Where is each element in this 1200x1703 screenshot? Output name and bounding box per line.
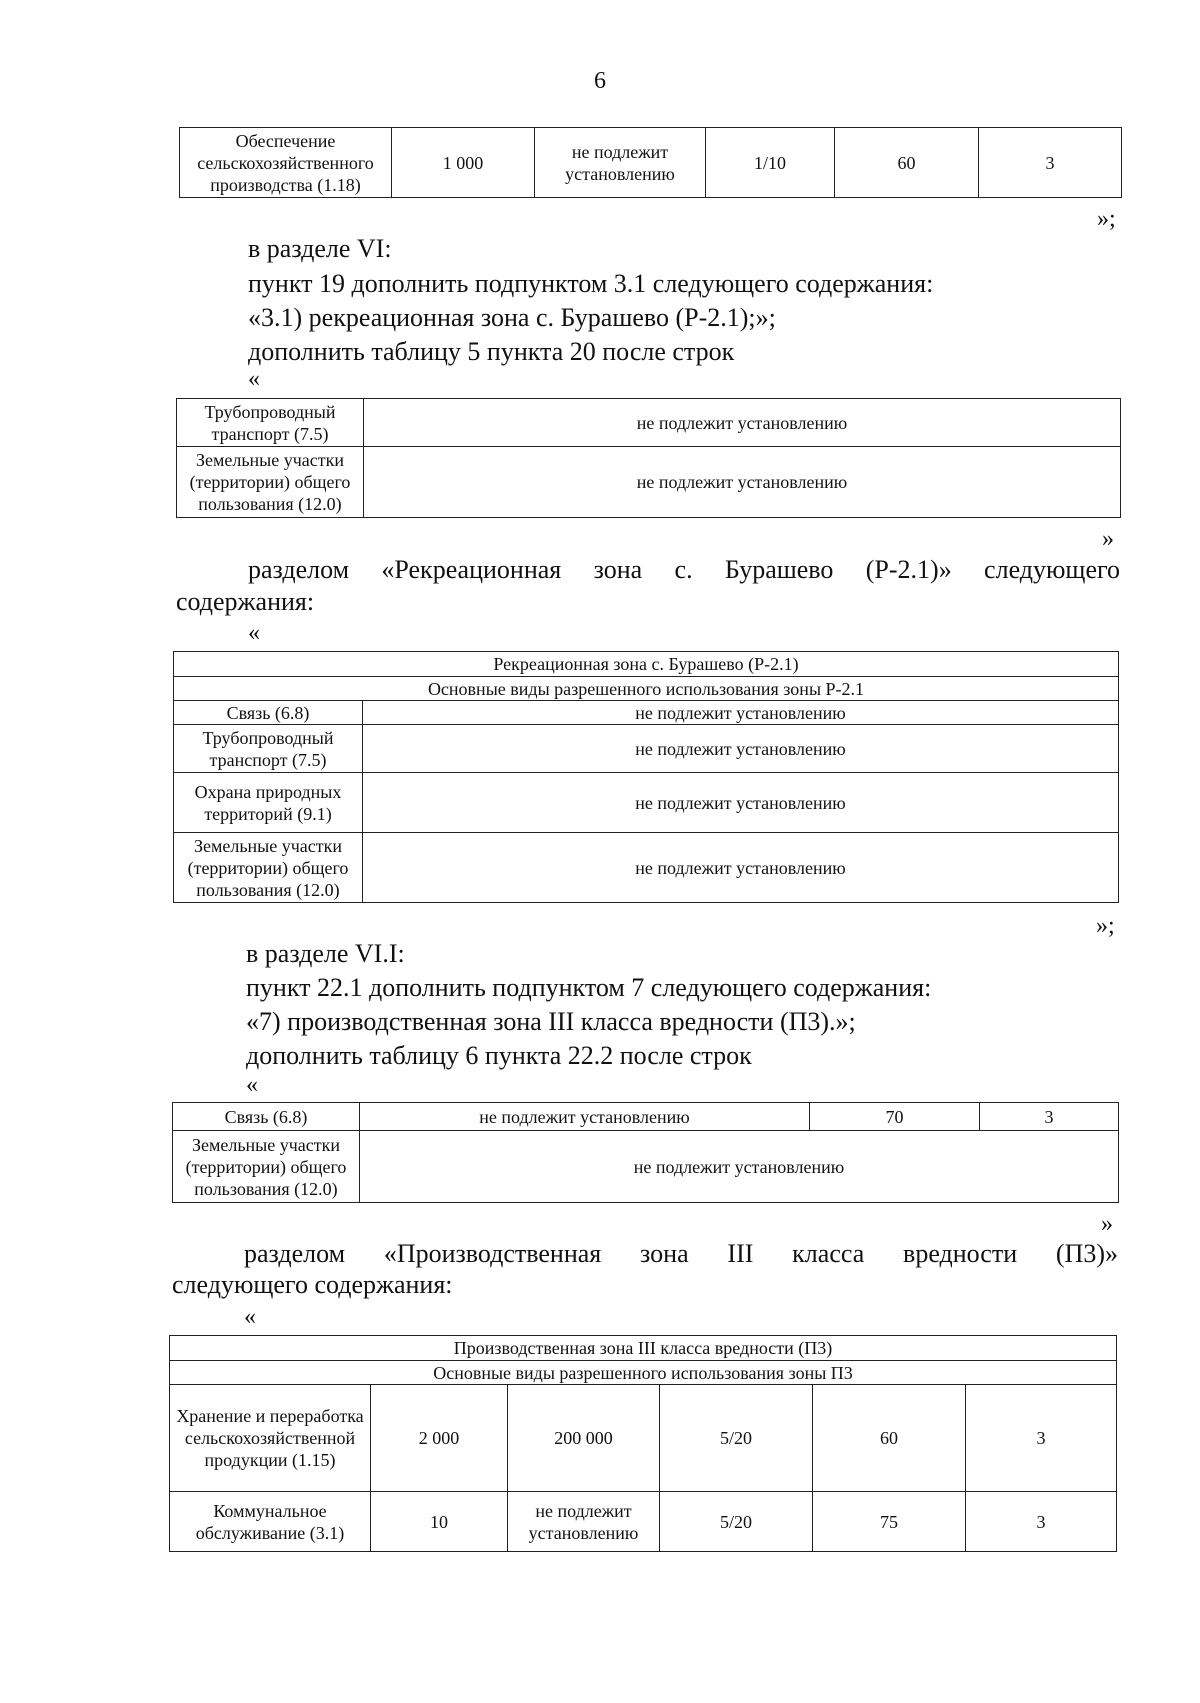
paragraph-line: разделом «Рекреационная зона с. Бурашево (Р-2.1)» следующего (248, 555, 1120, 584)
table-industrial-zone (169, 1335, 1117, 1552)
table-cell: не подлежит установлению (508, 1492, 660, 1552)
table-cell: 3 (980, 1103, 1119, 1131)
table-cell: 60 (835, 128, 979, 198)
table-row (173, 1103, 1119, 1131)
closing-quote: »; (1097, 206, 1116, 232)
closing-quote: » (1102, 526, 1114, 552)
opening-quote: « (244, 1304, 256, 1330)
table-recreation-zone (173, 651, 1119, 903)
table-cell: Трубопроводный транспорт (7.5) (177, 399, 364, 447)
table-row (174, 677, 1119, 701)
paragraph-line: дополнить таблицу 6 пункта 22.2 после строк (246, 1041, 752, 1070)
table-cell: не подлежит установлению (364, 447, 1121, 518)
table-cell: не подлежит установлению (360, 1103, 810, 1131)
table-cell: Земельные участки (территории) общего пользования (12.0) (173, 1131, 360, 1203)
table-row (170, 1385, 1117, 1492)
table-row (174, 701, 1119, 725)
paragraph-line: пункт 19 дополнить подпунктом 3.1 следующего содержания: (248, 269, 934, 298)
paragraph-line: дополнить таблицу 5 пункта 20 после строк (248, 337, 735, 366)
table-cell: Хранение и переработка сельскохозяйственной продукции (1.15) (170, 1385, 371, 1492)
paragraph-line: «3.1) рекреационная зона с. Бурашево (Р-2.1);»; (248, 303, 776, 332)
table-row (174, 833, 1119, 903)
table-subtitle-cell: Основные виды разрешенного использования зоны Р-2.1 (174, 677, 1119, 701)
table-cell: 70 (810, 1103, 980, 1131)
table-cell: Трубопроводный транспорт (7.5) (174, 725, 363, 773)
table-row (174, 773, 1119, 833)
table-cell: Связь (6.8) (174, 701, 363, 725)
table-cell: Коммунальное обслуживание (3.1) (170, 1492, 371, 1552)
table-cell: Связь (6.8) (173, 1103, 360, 1131)
table-cell: не подлежит установлению (360, 1131, 1119, 1203)
table-cell: 3 (966, 1492, 1117, 1552)
table-cell: 3 (966, 1385, 1117, 1492)
table-cell: не подлежит установлению (363, 725, 1119, 773)
table-cell: не подлежит установлению (363, 701, 1119, 725)
table-before-rows-industrial (172, 1102, 1119, 1203)
table-agricultural-production (179, 127, 1122, 198)
table-cell: Охрана природных территорий (9.1) (174, 773, 363, 833)
opening-quote: « (246, 1072, 258, 1098)
table-cell: 5/20 (660, 1492, 813, 1552)
table-row (170, 1492, 1117, 1552)
table-cell: Обеспечение сельскохозяйственного производства (1.18) (180, 128, 392, 198)
table-cell: не подлежит установлению (364, 399, 1121, 447)
table-subtitle-cell: Основные виды разрешенного использования зоны П3 (170, 1361, 1117, 1385)
table-title-cell: Рекреационная зона с. Бурашево (Р-2.1) (174, 652, 1119, 677)
table-row (173, 1131, 1119, 1203)
table-cell: 10 (371, 1492, 508, 1552)
opening-quote: « (248, 366, 260, 392)
table-row (177, 399, 1121, 447)
table-before-rows-zone (176, 398, 1121, 518)
paragraph-line: разделом «Производственная зона III класса вредности (П3)» (244, 1239, 1118, 1268)
table-cell: 3 (979, 128, 1122, 198)
paragraph-line: «7) производственная зона III класса вредности (П3).»; (246, 1007, 856, 1036)
table-row (170, 1336, 1117, 1361)
paragraph-line: пункт 22.1 дополнить подпунктом 7 следующего содержания: (246, 973, 932, 1002)
table-cell: 75 (813, 1492, 966, 1552)
table-row (177, 447, 1121, 518)
paragraph-line: содержания: (176, 587, 315, 616)
section-heading: в разделе VI: (248, 234, 392, 263)
page-number: 6 (594, 68, 606, 94)
table-cell: 60 (813, 1385, 966, 1492)
opening-quote: « (248, 620, 260, 646)
table-row (170, 1361, 1117, 1385)
table-cell: 2 000 (371, 1385, 508, 1492)
table-cell: 1 000 (392, 128, 535, 198)
table-row (174, 725, 1119, 773)
table-row (174, 652, 1119, 677)
table-cell: 5/20 (660, 1385, 813, 1492)
closing-quote: »; (1096, 913, 1115, 939)
table-cell: Земельные участки (территории) общего пользования (12.0) (177, 447, 364, 518)
section-heading: в разделе VI.I: (246, 939, 405, 968)
table-cell: не подлежит установлению (363, 833, 1119, 903)
table-cell: 200 000 (508, 1385, 660, 1492)
table-cell: не подлежит установлению (363, 773, 1119, 833)
table-cell: Земельные участки (территории) общего пользования (12.0) (174, 833, 363, 903)
closing-quote: » (1101, 1211, 1113, 1237)
table-row (180, 128, 1122, 198)
table-title-cell: Производственная зона III класса вредности (П3) (170, 1336, 1117, 1361)
table-cell: 1/10 (706, 128, 835, 198)
table-cell: не подлежит установлению (535, 128, 706, 198)
paragraph-line: следующего содержания: (172, 1270, 453, 1299)
